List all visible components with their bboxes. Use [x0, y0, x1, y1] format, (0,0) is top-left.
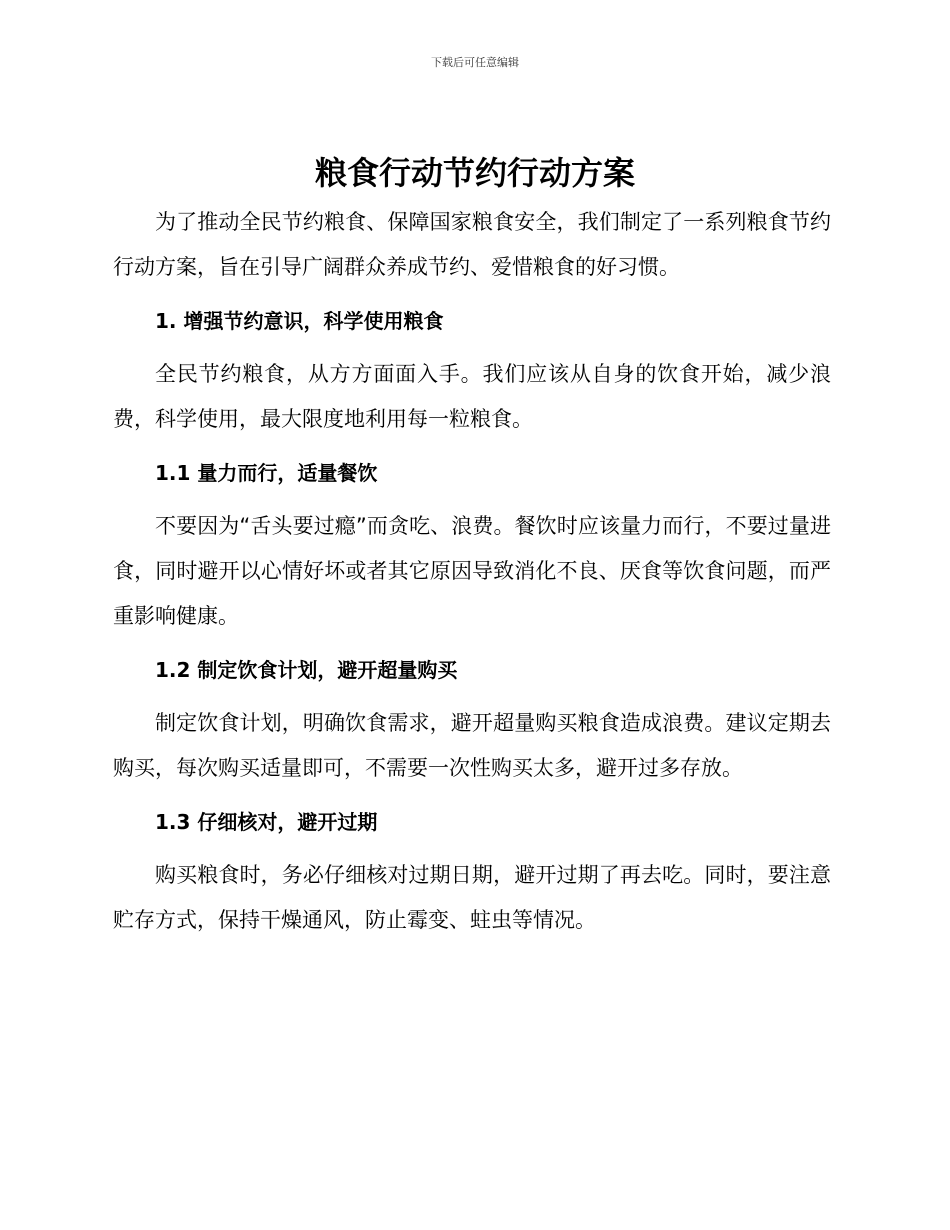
- section-heading-1-3: 1.3 仔细核对，避开过期: [155, 810, 378, 834]
- section-body-1-3: 购买粮食时，务必仔细核对过期日期，避开过期了再去吃。同时，要注意贮存方式，保持干燥通风，防止霉变、蛀虫等情况。: [113, 863, 831, 932]
- section-body-1: 全民节约粮食，从方方面面入手。我们应该从自身的饮食开始，减少浪费，科学使用，最大限度地利用每一粒粮食。: [113, 362, 831, 431]
- section-body-1-1: 不要因为“舌头要过瘾”而贪吃、浪费。餐饮时应该量力而行，不要过量进食，同时避开以心情好坏或者其它原因导致消化不良、厌食等饮食问题，而严重影响健康。: [113, 514, 831, 628]
- intro-paragraph: 为了推动全民节约粮食、保障国家粮食安全，我们制定了一系列粮食节约行动方案，旨在引导广阔群众养成节约、爱惜粮食的好习惯。: [113, 210, 831, 279]
- section-body-1-2: 制定饮食计划，明确饮食需求，避开超量购买粮食造成浪费。建议定期去购买，每次购买适量即可，不需要一次性购买太多，避开过多存放。: [113, 711, 831, 780]
- section-heading-1-1: 1.1 量力而行，适量餐饮: [155, 461, 378, 485]
- section-heading-1-2: 1.2 制定饮食计划，避开超量购买: [155, 658, 458, 682]
- section-heading-1: 1. 增强节约意识，科学使用粮食: [155, 309, 444, 333]
- page-header: 下载后可任意编辑: [431, 56, 519, 69]
- document-title: 粮食行动节约行动方案: [314, 154, 635, 192]
- document-body: [113, 200, 831, 943]
